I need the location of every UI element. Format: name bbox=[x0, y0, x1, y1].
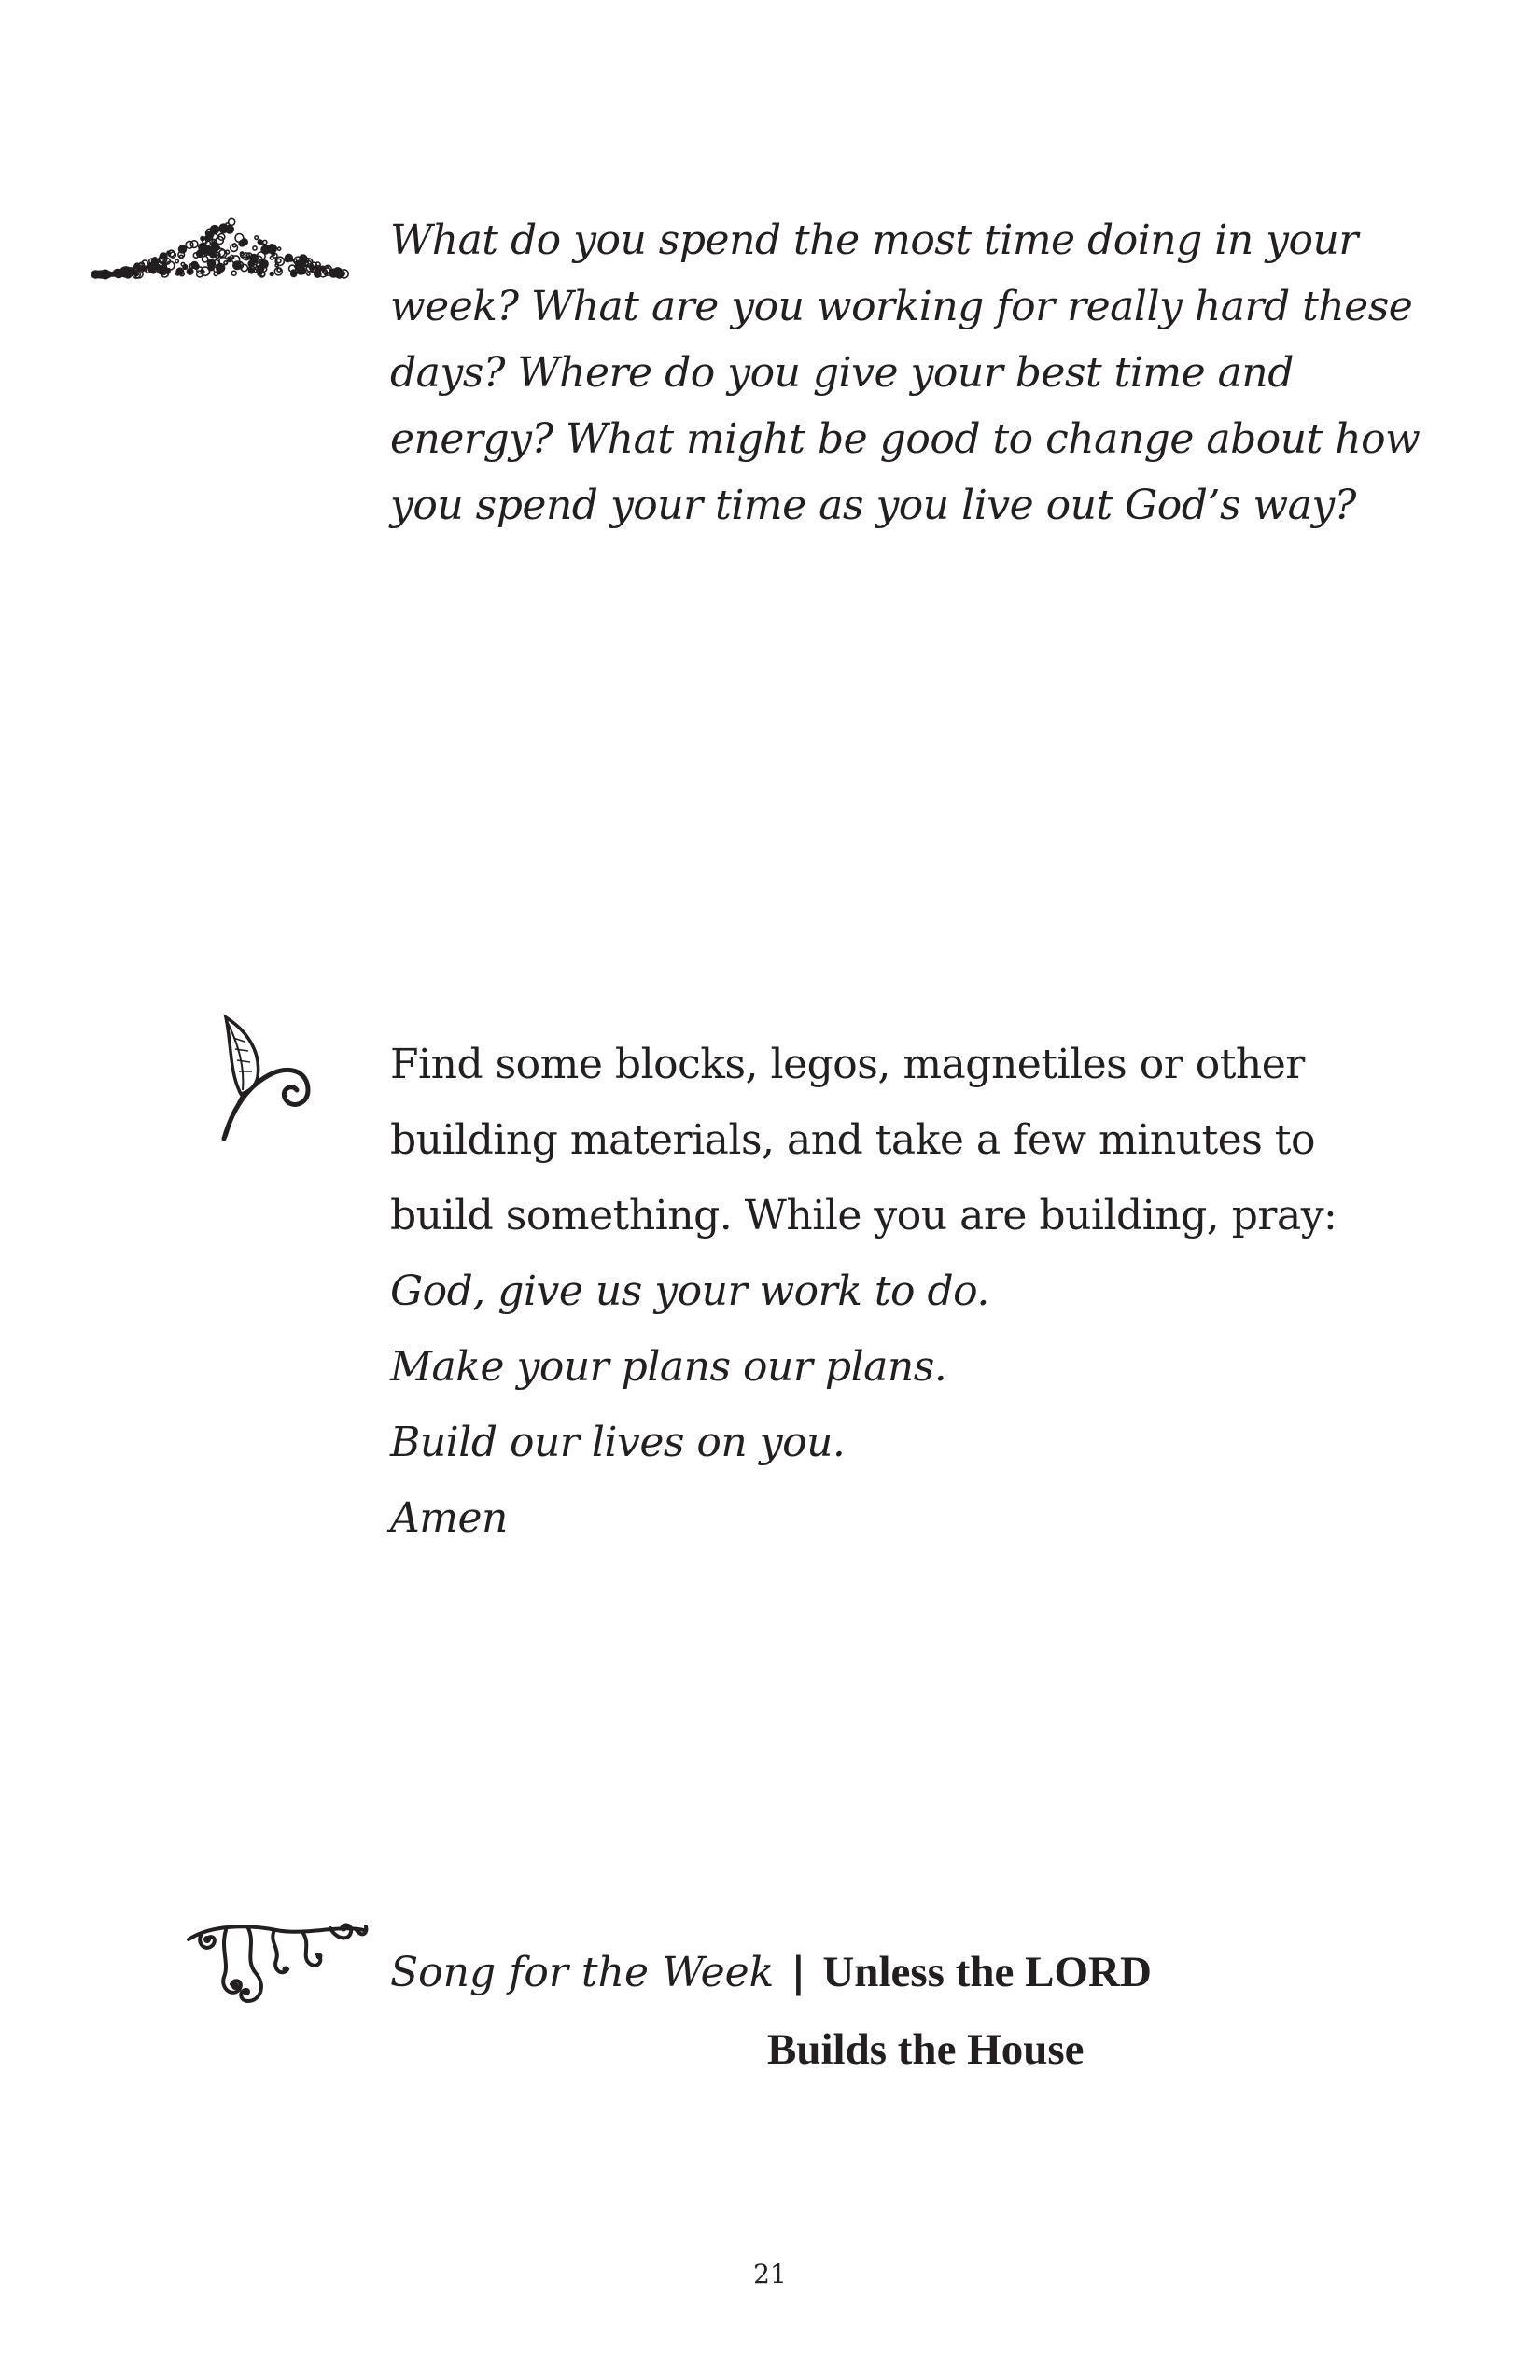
activity-line: Find some blocks, legos, magnetiles or other bbox=[390, 1041, 1305, 1088]
activity-line: build something. While you are building, pray: bbox=[390, 1192, 1337, 1239]
seed-pile-icon bbox=[90, 217, 351, 280]
activity-instructions bbox=[390, 1027, 1398, 1556]
reflection-line: you spend your time as you live out God’s way? bbox=[390, 482, 1356, 529]
sprout-icon bbox=[213, 1010, 315, 1150]
prayer-line: God, give us your work to do. bbox=[390, 1267, 989, 1315]
activity-line: building materials, and take a few minutes to bbox=[390, 1116, 1315, 1164]
reflection-line: What do you spend the most time doing in your bbox=[390, 217, 1358, 264]
prayer-line: Make your plans our plans. bbox=[390, 1343, 947, 1391]
reflection-line: week? What are you working for really hard these bbox=[390, 283, 1413, 330]
prayer-line: Build our lives on you. bbox=[390, 1419, 846, 1466]
page-number: 21 bbox=[753, 2259, 787, 2289]
song-label: Song for the Week bbox=[390, 1949, 775, 1996]
vine-flourish-icon bbox=[183, 1911, 370, 2014]
reflection-questions bbox=[390, 207, 1421, 539]
reflection-line: energy? What might be good to change about how bbox=[390, 415, 1421, 463]
song-title: Unless the LORD bbox=[822, 1948, 1152, 1996]
song-for-the-week bbox=[390, 1934, 1230, 2088]
song-divider: | bbox=[791, 1949, 806, 1996]
prayer-amen: Amen bbox=[390, 1494, 508, 1542]
reflection-line: days? Where do you give your best time and bbox=[390, 349, 1294, 397]
song-title-continued: Builds the House bbox=[767, 2025, 1085, 2074]
